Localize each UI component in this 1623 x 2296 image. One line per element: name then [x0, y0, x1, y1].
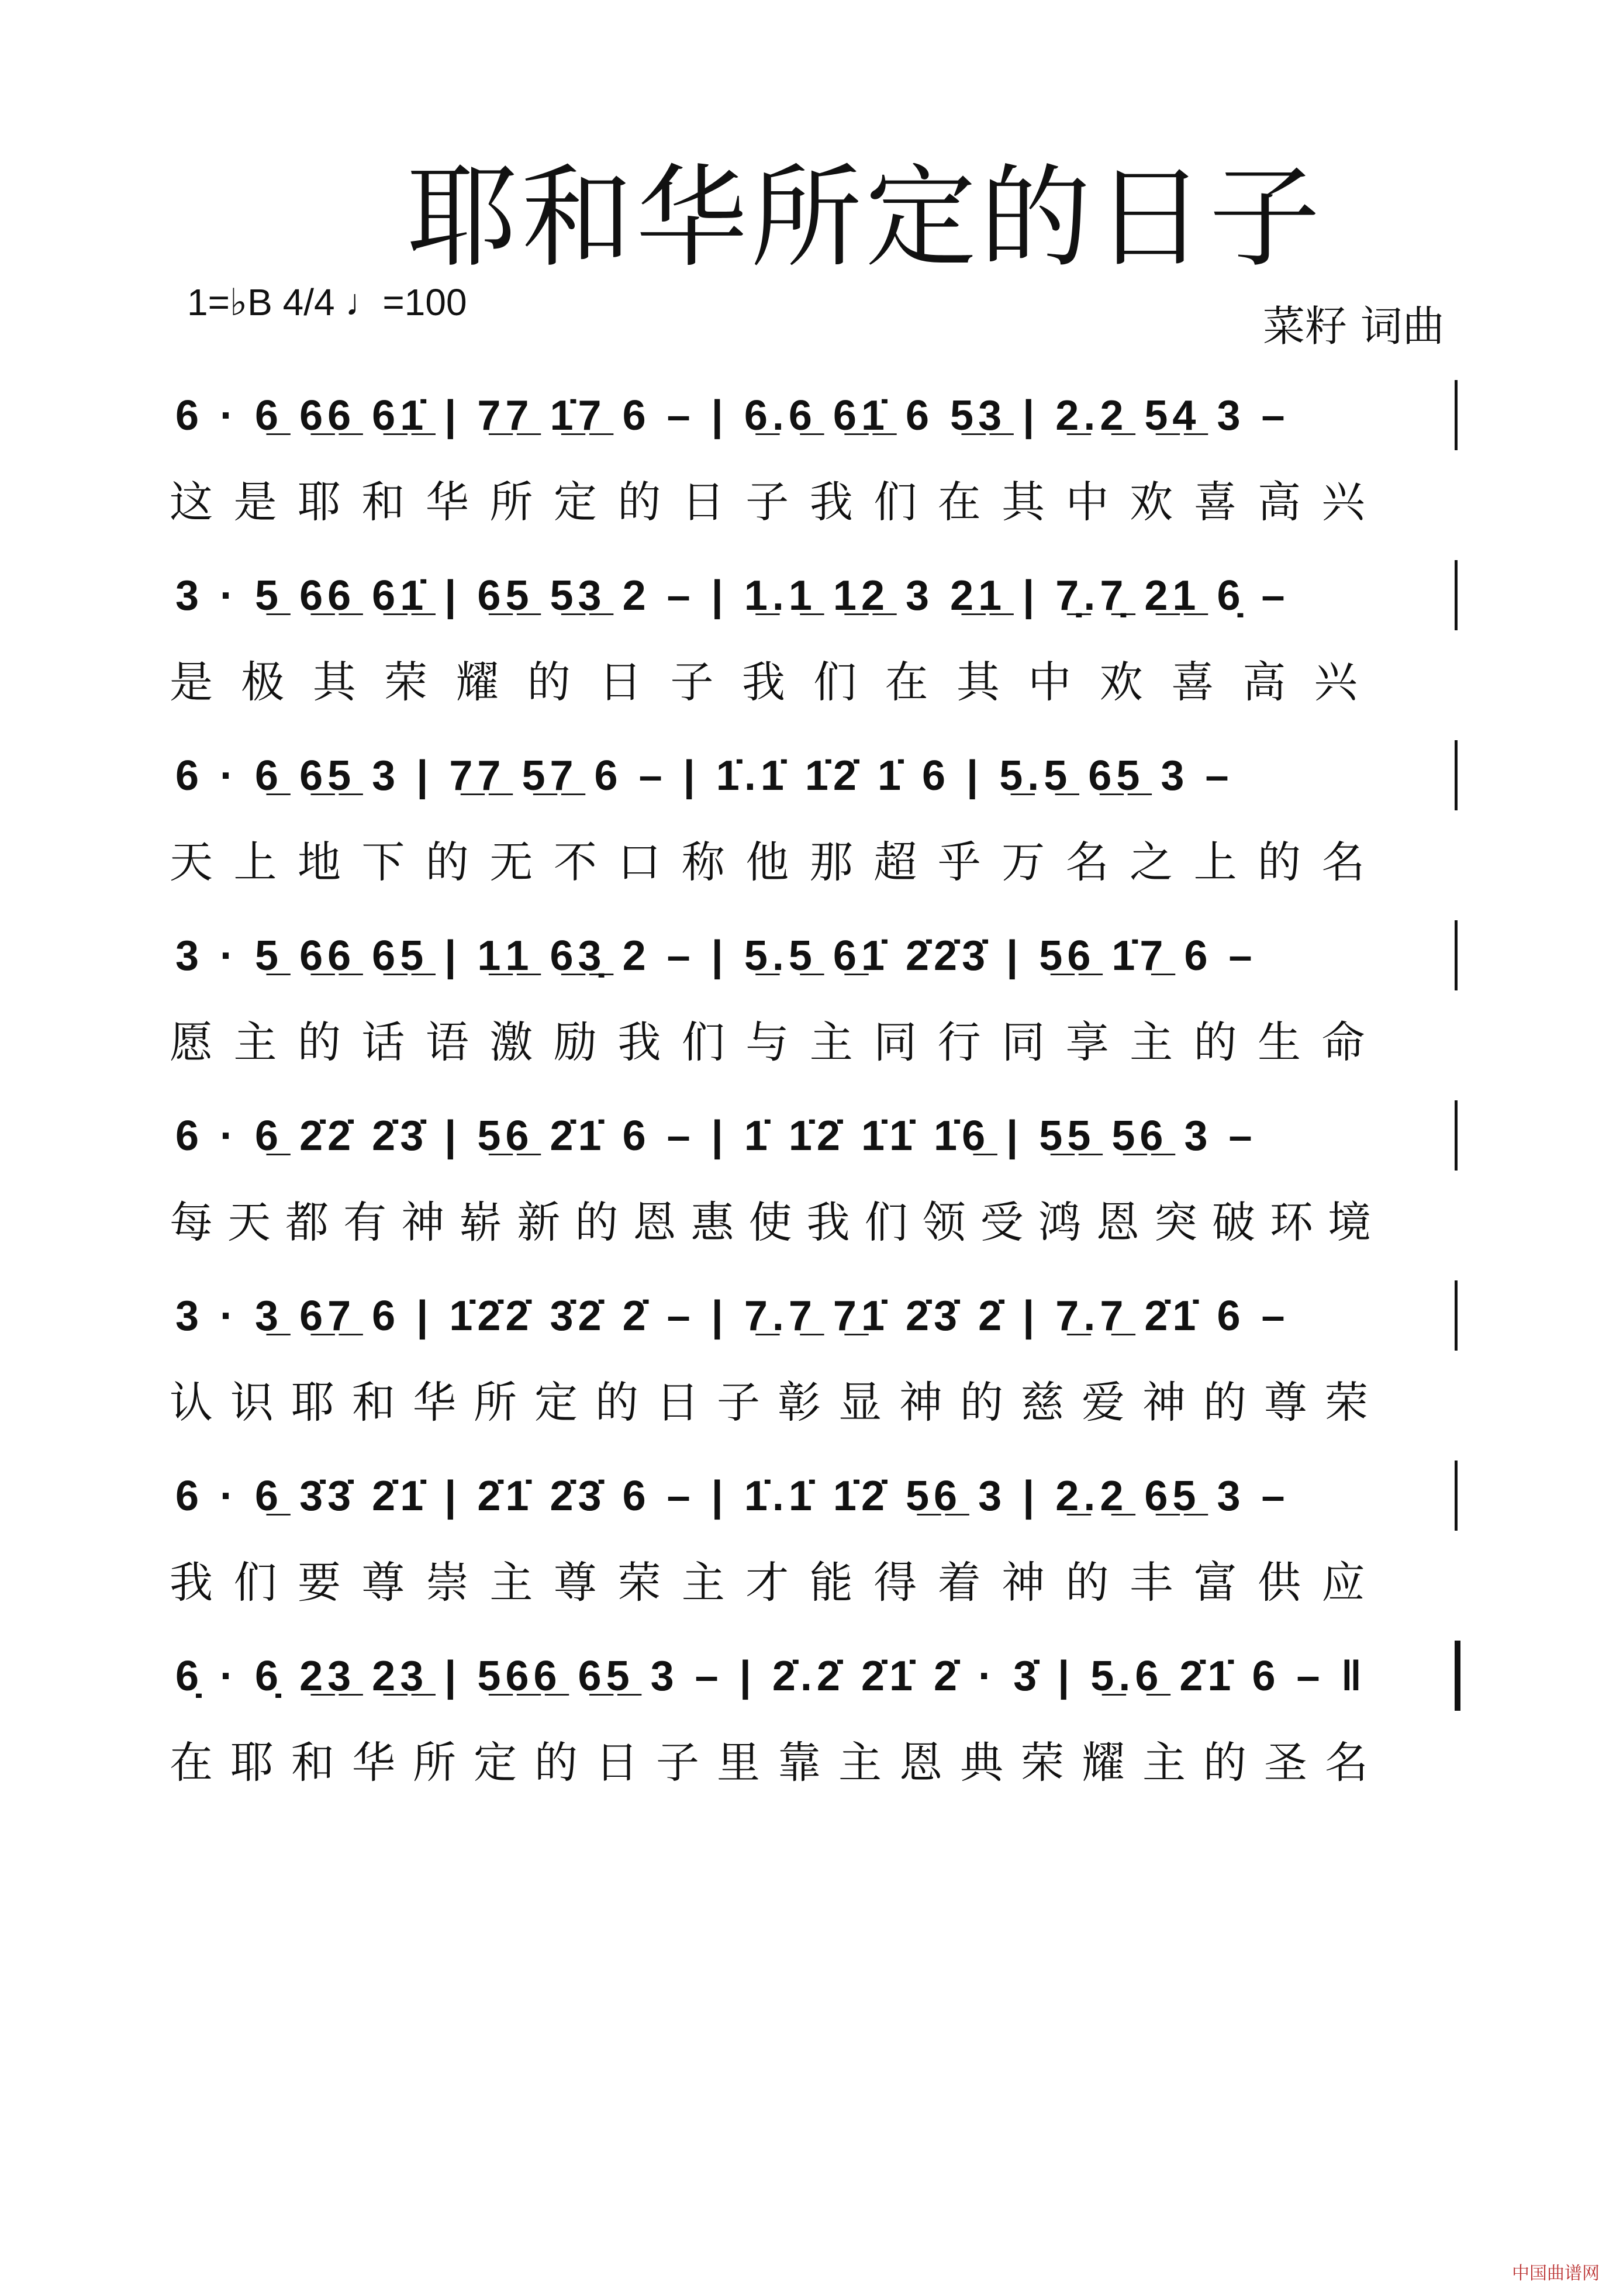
lyric-char: 荣 — [617, 1558, 661, 1608]
lyric-char: 的 — [1258, 837, 1301, 888]
lyric-char: 无 — [489, 837, 533, 888]
notation-line: 6 · 6̲ 3̇3̇ 2̇1̇ | 2̇1̇ 2̇3̇ 6 – | 1̇.1̇ 1̇2̇ 5̲6̲ 3 | 2̲.2̲ 6̲5̲ 3 – — [175, 1473, 1290, 1520]
lyric-char: 彰 — [778, 1377, 821, 1428]
lyric-char: 认 — [170, 1377, 213, 1428]
lyric-char: 应 — [1321, 1558, 1365, 1608]
lyric-char: 的 — [960, 1377, 1003, 1428]
lyric-char: 定 — [553, 477, 597, 527]
lyric-char: 圣 — [1264, 1738, 1307, 1788]
lyric-char: 在 — [170, 1738, 213, 1788]
lyric-char: 日 — [656, 1377, 699, 1428]
lyric-char: 们 — [813, 657, 857, 707]
lyric-char: 兴 — [1321, 477, 1365, 527]
lyric-char: 话 — [361, 1017, 405, 1068]
lyric-char: 主 — [681, 1558, 725, 1608]
lyric-char: 激 — [489, 1017, 533, 1068]
lyric-char: 这 — [170, 477, 213, 527]
lyric-char: 名 — [1321, 837, 1365, 888]
lyric-char: 尊 — [553, 1558, 597, 1608]
notation-line: 6̣ · 6̣ 2̲3̲ 2̲3̲ | 5̲6̲6̲ 6̲5̲ 3 – | 2̇.2̇ 2̇1̇ 2̇ · 3̇ | 5̲.6̲ 2̇1̇ 6 – ‖ — [175, 1653, 1367, 1700]
lyric-char: 得 — [873, 1558, 917, 1608]
lyric-char: 子 — [717, 1377, 760, 1428]
lyric-char: 主 — [838, 1738, 882, 1788]
lyric-char: 喜 — [1193, 477, 1237, 527]
barline — [1455, 560, 1458, 630]
lyric-char: 日 — [595, 1738, 638, 1788]
lyric-char: 恩 — [899, 1738, 942, 1788]
lyric-char: 神 — [1002, 1558, 1045, 1608]
lyric-char: 兴 — [1314, 657, 1358, 707]
lyric-char: 神 — [1142, 1377, 1186, 1428]
lyric-char: 们 — [681, 1017, 725, 1068]
lyric-char: 的 — [1203, 1377, 1246, 1428]
lyric-char: 称 — [681, 837, 725, 888]
lyric-char: 生 — [1258, 1017, 1301, 1068]
lyric-char: 所 — [474, 1377, 517, 1428]
lyric-char: 崇 — [425, 1558, 469, 1608]
lyric-char: 其 — [1002, 477, 1045, 527]
lyric-char: 欢 — [1099, 657, 1143, 707]
lyric-char: 上 — [1193, 837, 1237, 888]
barline — [1455, 740, 1458, 810]
lyric-char: 华 — [413, 1377, 456, 1428]
lyric-char: 新 — [517, 1197, 561, 1248]
lyric-char: 天 — [170, 837, 213, 888]
lyric-char: 名 — [1325, 1738, 1368, 1788]
lyric-char: 愿 — [170, 1017, 213, 1068]
barline — [1455, 1461, 1458, 1531]
lyric-char: 受 — [980, 1197, 1024, 1248]
lyric-char: 的 — [297, 1017, 341, 1068]
lyric-char: 我 — [806, 1197, 850, 1248]
lyric-char: 的 — [1065, 1558, 1109, 1608]
lyric-char: 有 — [343, 1197, 387, 1248]
lyric-char: 在 — [937, 477, 981, 527]
lyric-char: 们 — [864, 1197, 908, 1248]
lyric-char: 的 — [425, 837, 469, 888]
lyric-char: 喜 — [1170, 657, 1214, 707]
lyric-char: 华 — [352, 1738, 395, 1788]
lyric-char: 地 — [297, 837, 341, 888]
lyric-char: 爱 — [1082, 1377, 1125, 1428]
lyric-char: 突 — [1154, 1197, 1197, 1248]
lyric-char: 高 — [1242, 657, 1286, 707]
lyric-char: 惠 — [690, 1197, 734, 1248]
lyric-line — [170, 468, 1608, 532]
lyric-char: 和 — [352, 1377, 395, 1428]
lyric-char: 所 — [413, 1738, 456, 1788]
lyric-char: 境 — [1327, 1197, 1371, 1248]
lyric-char: 崭 — [459, 1197, 503, 1248]
lyric-char: 是 — [233, 477, 277, 527]
lyric-char: 供 — [1258, 1558, 1301, 1608]
lyric-char: 定 — [534, 1377, 578, 1428]
lyric-char: 耀 — [1082, 1738, 1125, 1788]
lyric-char: 慈 — [1021, 1377, 1064, 1428]
lyric-char: 所 — [489, 477, 533, 527]
lyric-char: 我 — [809, 477, 853, 527]
lyric-char: 的 — [617, 477, 661, 527]
lyric-char: 口 — [617, 837, 661, 888]
lyric-char: 命 — [1321, 1017, 1365, 1068]
lyric-char: 的 — [1203, 1738, 1246, 1788]
lyric-char: 不 — [553, 837, 597, 888]
lyric-char: 中 — [1028, 657, 1072, 707]
barline — [1455, 1641, 1460, 1711]
barline — [1455, 1100, 1458, 1171]
lyric-char: 典 — [960, 1738, 1003, 1788]
lyric-char: 鸿 — [1038, 1197, 1082, 1248]
lyric-char: 同 — [1002, 1017, 1045, 1068]
lyric-char: 子 — [670, 657, 714, 707]
lyric-char: 着 — [937, 1558, 981, 1608]
lyric-char: 里 — [717, 1738, 760, 1788]
lyric-char: 与 — [745, 1017, 789, 1068]
notation-line: 6 · 6̲ 2̇2̇ 2̇3̇ | 5̲6̲ 2̇1̇ 6 – | 1̇ 1̇2̇ 1̇1̇ 1̇6̲ | 5̲5̲ 5̲6̲ 3 – — [175, 1113, 1257, 1159]
lyric-char: 华 — [425, 477, 469, 527]
notation-line: 3 · 3̲ 6̲7̲ 6 | 1̇2̇2̇ 3̇2̇ 2̇ – | 7̲.7̲ 7̲1̇ 2̇3̇ 2̇ | 7̲.7̲ 2̇1̇ 6 – — [175, 1293, 1290, 1339]
lyric-char: 恩 — [633, 1197, 676, 1248]
lyric-char: 神 — [899, 1377, 942, 1428]
lyric-char: 的 — [534, 1738, 578, 1788]
lyric-char: 每 — [170, 1197, 213, 1248]
lyric-char: 领 — [922, 1197, 966, 1248]
barline — [1455, 1280, 1458, 1351]
lyric-char: 破 — [1211, 1197, 1255, 1248]
lyric-line — [170, 1188, 1608, 1252]
key-signature: 1=♭B 4/4 ♩=100 — [187, 281, 467, 323]
lyric-char: 主 — [1142, 1738, 1186, 1788]
lyric-char: 的 — [595, 1377, 638, 1428]
lyric-char: 要 — [297, 1558, 341, 1608]
lyric-char: 和 — [361, 477, 405, 527]
lyric-char: 乎 — [937, 837, 981, 888]
lyric-char: 荣 — [384, 657, 428, 707]
lyric-char: 我 — [617, 1017, 661, 1068]
lyric-char: 其 — [312, 657, 356, 707]
lyric-char: 耶 — [291, 1377, 334, 1428]
lyric-char: 主 — [489, 1558, 533, 1608]
lyric-char: 的 — [575, 1197, 619, 1248]
lyric-char: 耀 — [455, 657, 499, 707]
notation-line: 6 · 6̲ 6̲6̲ 6̲1̲̇ | 7̲7̲ 1̲̇7̲ 6 – | 6̲.6̲ 6̲1̲̇ 6 5̲3̲ | 2̲.2̲ 5̲4̲ 3 – — [175, 392, 1290, 439]
lyric-line — [170, 1548, 1608, 1613]
lyric-char: 才 — [745, 1558, 789, 1608]
lyric-char: 耶 — [297, 477, 341, 527]
notation-line: 3 · 5̲ 6̲6̲ 6̲1̲̇ | 6̲5̲ 5̲3̲ 2 – | 1̲.1̲ 1̲2̲ 3 2̲1̲ | 7̣̲.7̣̲ 2̲1̲ 6̣ – — [175, 572, 1290, 619]
lyric-char: 日 — [681, 477, 725, 527]
notation-line: 3 · 5̲ 6̲6̲ 6̲5̲ | 1̲1̲ 6̲3̣̲ 2 – | 5̲.5̲ 6̲1̇ 2̇2̇3̇ | 5̲6̲ 1̇7̲ 6 – — [175, 933, 1257, 979]
notation-line: 6 · 6̲ 6̲5̲ 3 | 7̲7̲ 5̲7̲ 6 – | 1̇.1̇ 1̇2̇ 1̇ 6 | 5̲.5̲ 6̲5̲ 3 – — [175, 752, 1234, 799]
lyric-char: 我 — [170, 1558, 213, 1608]
lyric-char: 他 — [745, 837, 789, 888]
watermark: 中国曲谱网 — [1512, 2263, 1600, 2284]
lyric-char: 神 — [401, 1197, 445, 1248]
lyric-char: 之 — [1130, 837, 1173, 888]
lyric-char: 的 — [527, 657, 571, 707]
lyric-line — [170, 1008, 1608, 1072]
lyric-char: 享 — [1065, 1017, 1109, 1068]
lyric-char: 同 — [873, 1017, 917, 1068]
lyric-char: 定 — [474, 1738, 517, 1788]
lyric-char: 尊 — [1264, 1377, 1307, 1428]
lyric-char: 和 — [291, 1738, 334, 1788]
lyric-char: 励 — [553, 1017, 597, 1068]
lyric-char: 下 — [361, 837, 405, 888]
lyric-line — [170, 1368, 1608, 1432]
lyric-char: 尊 — [361, 1558, 405, 1608]
lyric-char: 靠 — [778, 1738, 821, 1788]
lyric-char: 其 — [956, 657, 1000, 707]
lyric-char: 子 — [745, 477, 789, 527]
barline — [1455, 920, 1458, 990]
lyric-char: 极 — [241, 657, 285, 707]
lyric-char: 我 — [741, 657, 785, 707]
lyric-char: 行 — [937, 1017, 981, 1068]
lyric-char: 恩 — [1096, 1197, 1139, 1248]
lyric-char: 使 — [748, 1197, 792, 1248]
lyric-char: 那 — [809, 837, 853, 888]
page-title: 耶和华所定的日子 — [406, 153, 1324, 282]
lyric-char: 都 — [285, 1197, 329, 1248]
lyric-char: 的 — [1193, 1017, 1237, 1068]
lyric-char: 子 — [656, 1738, 699, 1788]
lyric-char: 中 — [1065, 477, 1109, 527]
lyric-line — [170, 828, 1608, 892]
lyric-char: 语 — [425, 1017, 469, 1068]
barline — [1455, 380, 1458, 450]
lyric-char: 高 — [1258, 477, 1301, 527]
lyric-char: 主 — [233, 1017, 277, 1068]
lyric-char: 在 — [885, 657, 928, 707]
lyric-char: 上 — [233, 837, 277, 888]
lyric-char: 丰 — [1130, 1558, 1173, 1608]
lyric-char: 显 — [838, 1377, 882, 1428]
lyric-char: 耶 — [230, 1738, 274, 1788]
lyric-char: 天 — [227, 1197, 271, 1248]
lyric-char: 富 — [1193, 1558, 1237, 1608]
lyric-line — [170, 1728, 1608, 1793]
lyric-char: 超 — [873, 837, 917, 888]
lyric-char: 日 — [599, 657, 643, 707]
lyric-char: 识 — [230, 1377, 274, 1428]
lyric-char: 欢 — [1130, 477, 1173, 527]
lyric-char: 荣 — [1021, 1738, 1064, 1788]
lyric-char: 们 — [873, 477, 917, 527]
composer-credit: 菜籽 词曲 — [1263, 302, 1445, 351]
lyric-line — [170, 648, 1608, 712]
lyric-char: 们 — [233, 1558, 277, 1608]
lyric-char: 主 — [809, 1017, 853, 1068]
lyric-char: 是 — [170, 657, 213, 707]
lyric-char: 能 — [809, 1558, 853, 1608]
lyric-char: 名 — [1065, 837, 1109, 888]
lyric-char: 环 — [1269, 1197, 1313, 1248]
lyric-char: 主 — [1130, 1017, 1173, 1068]
lyric-char: 荣 — [1325, 1377, 1368, 1428]
lyric-char: 万 — [1002, 837, 1045, 888]
